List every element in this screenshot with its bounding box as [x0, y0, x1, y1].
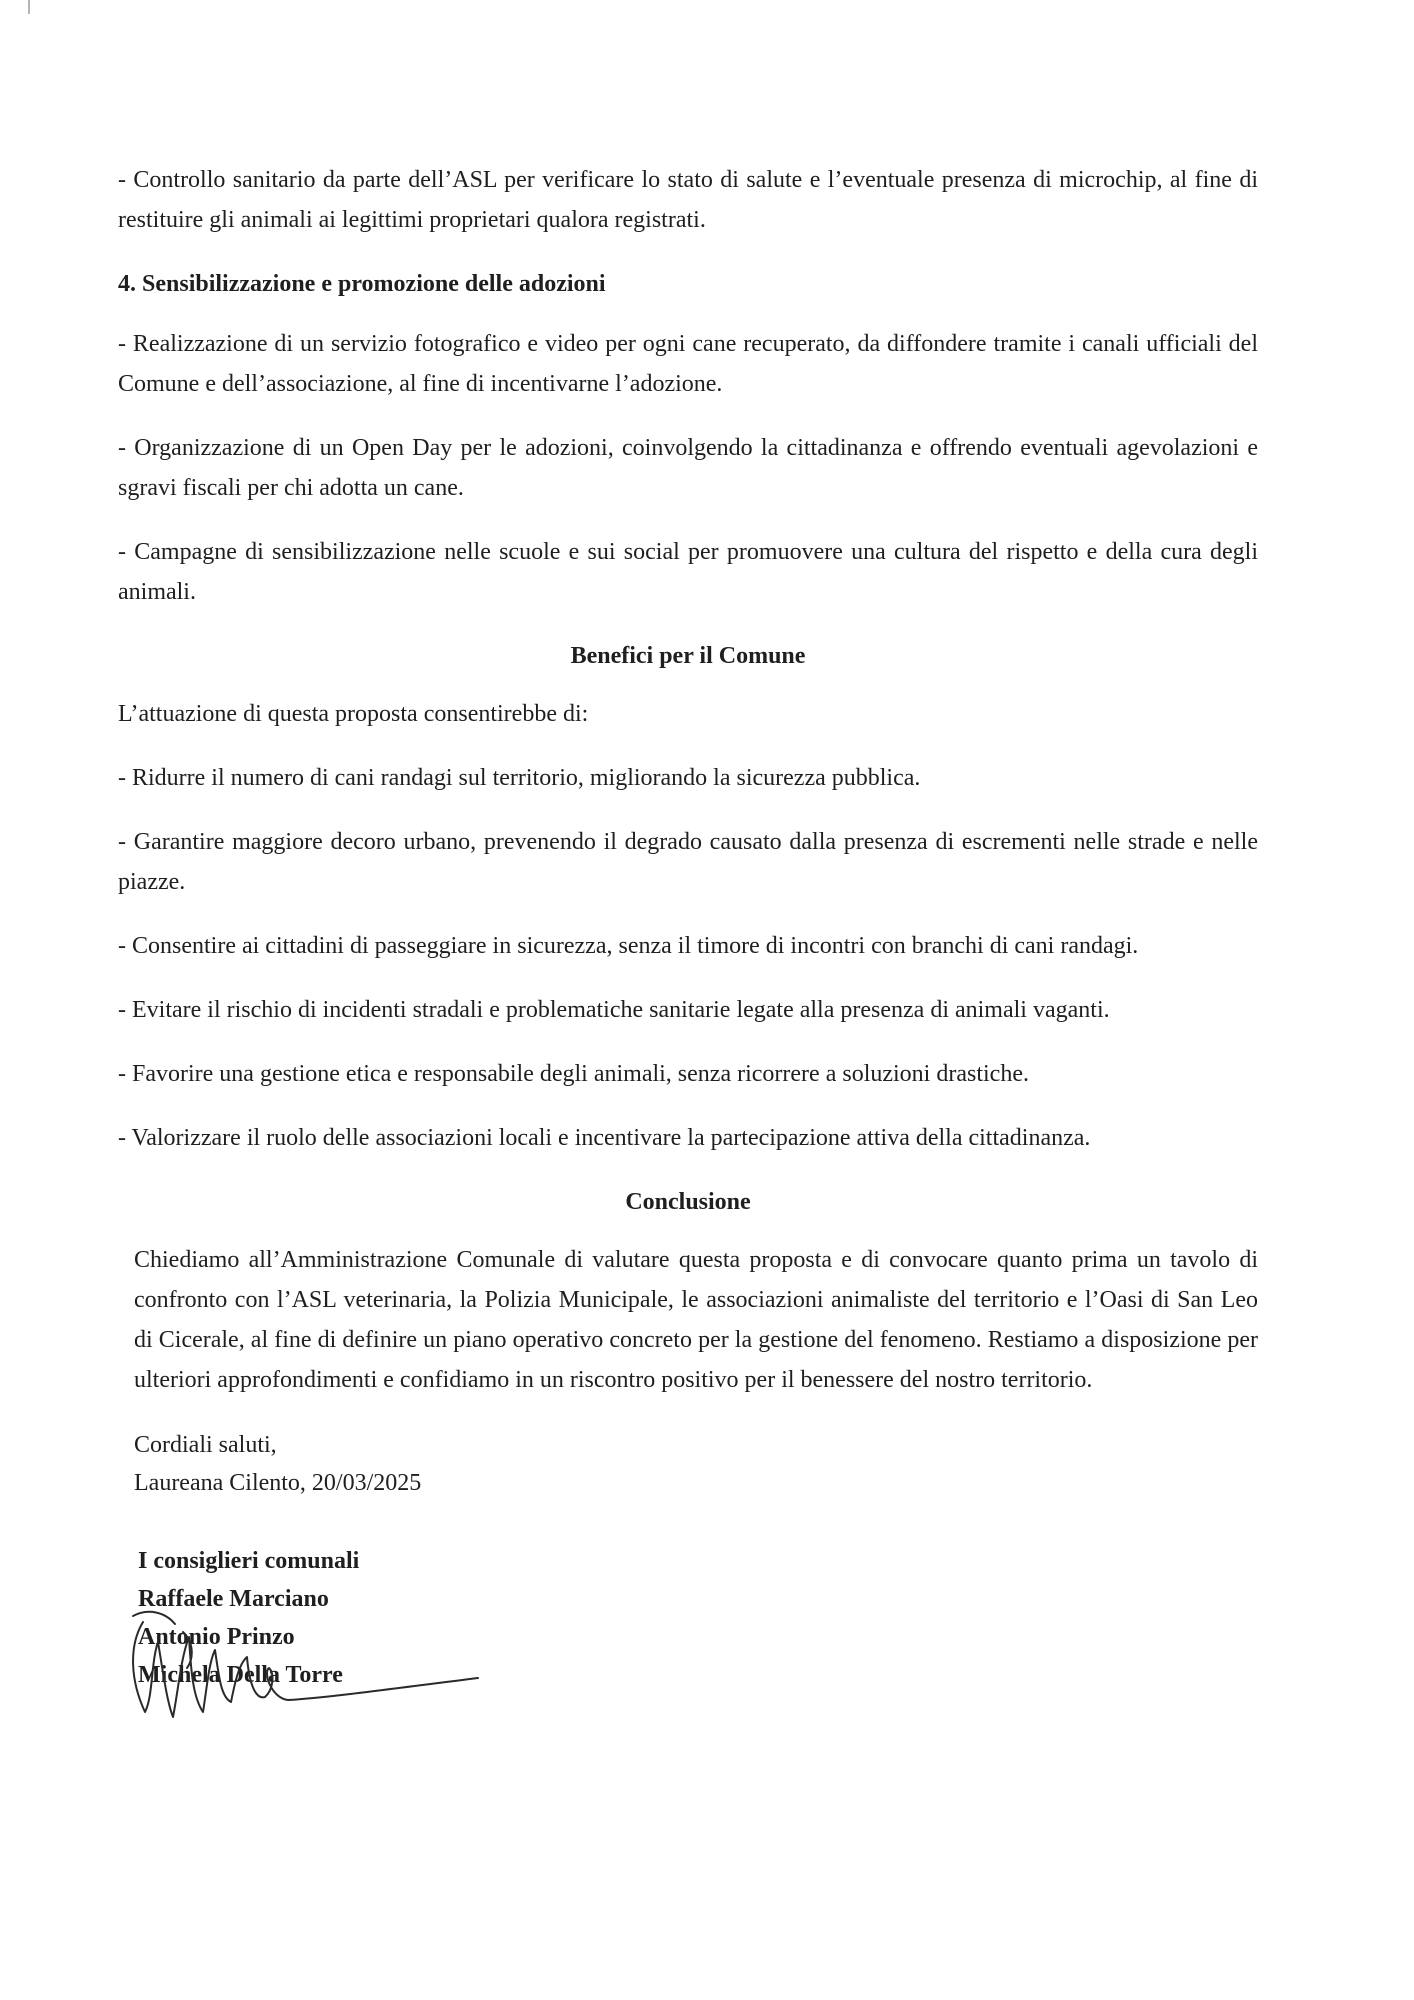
list-item: - Consentire ai cittadini di passeggiare in sicurezza, senza il timore di incontri con branchi di cani randagi. — [118, 933, 1139, 959]
list-item: - Favorire una gestione etica e responsabile degli animali, senza ricorrere a soluzioni drastiche. — [118, 1061, 1029, 1087]
list-item: - Campagne di sensibilizzazione nelle scuole e sui social per promuovere una cultura del rispetto e della cura degli animali. — [118, 539, 1258, 605]
signer-name: Michela Della Torre — [138, 1662, 343, 1688]
signer-name: Raffaele Marciano — [138, 1586, 329, 1612]
scan-mark — [28, 0, 30, 14]
handwritten-signature — [123, 1602, 503, 1732]
section-title-benefits: Benefici per il Comune — [570, 643, 806, 669]
salutation: Cordiali saluti, — [134, 1432, 277, 1458]
section-title-conclusion: Conclusione — [625, 1189, 751, 1215]
conclusion-text: Chiediamo all’Amministrazione Comunale di valutare questa proposta e di convocare quanto prima un tavolo di confronto con l’ASL veterinaria, la Polizia Municipale, le associazioni animaliste del territorio e l’Oasi di San Leo di Cicerale, al fine di definire un piano operativo concreto per la gestione del fenomeno. Restiamo a disposizione per ulteriori approfondimenti e confidiamo in un riscontro positivo per il benessere del nostro territorio. — [134, 1247, 1258, 1393]
list-item: - Ridurre il numero di cani randagi sul territorio, migliorando la sicurezza pubblica. — [118, 765, 921, 791]
closing-block — [118, 1426, 1258, 1502]
list-item: - Organizzazione di un Open Day per le adozioni, coinvolgendo la cittadinanza e offrendo eventuali agevolazioni e sgravi fiscali per chi adotta un cane. — [118, 435, 1258, 501]
signers-role: I consiglieri comunali — [138, 1548, 360, 1574]
list-item: - Evitare il rischio di incidenti stradali e problematiche sanitarie legate alla presenza di animali vaganti. — [118, 997, 1110, 1023]
benefits-intro: L’attuazione di questa proposta consentirebbe di: — [118, 701, 589, 727]
list-item: - Realizzazione di un servizio fotografico e video per ogni cane recuperato, da diffondere tramite i canali ufficiali del Comune e dell’associazione, al fine di incentivarne l’adozione. — [118, 331, 1258, 397]
signer-name: Antonio Prinzo — [138, 1624, 295, 1650]
list-item: - Garantire maggiore decoro urbano, prevenendo il degrado causato dalla presenza di escrementi nelle strade e nelle piazze. — [118, 829, 1258, 895]
paragraph-asl-check: - Controllo sanitario da parte dell’ASL per verificare lo stato di salute e l’eventuale presenza di microchip, al fine di restituire gli animali ai legittimi proprietari qualora registrati. — [118, 167, 1258, 233]
list-item: - Valorizzare il ruolo delle associazioni locali e incentivare la partecipazione attiva della cittadinanza. — [118, 1125, 1091, 1151]
signers-block — [118, 1542, 1258, 1694]
place-date: Laureana Cilento, 20/03/2025 — [134, 1470, 422, 1496]
section-heading-awareness: 4. Sensibilizzazione e promozione delle adozioni — [118, 271, 606, 297]
